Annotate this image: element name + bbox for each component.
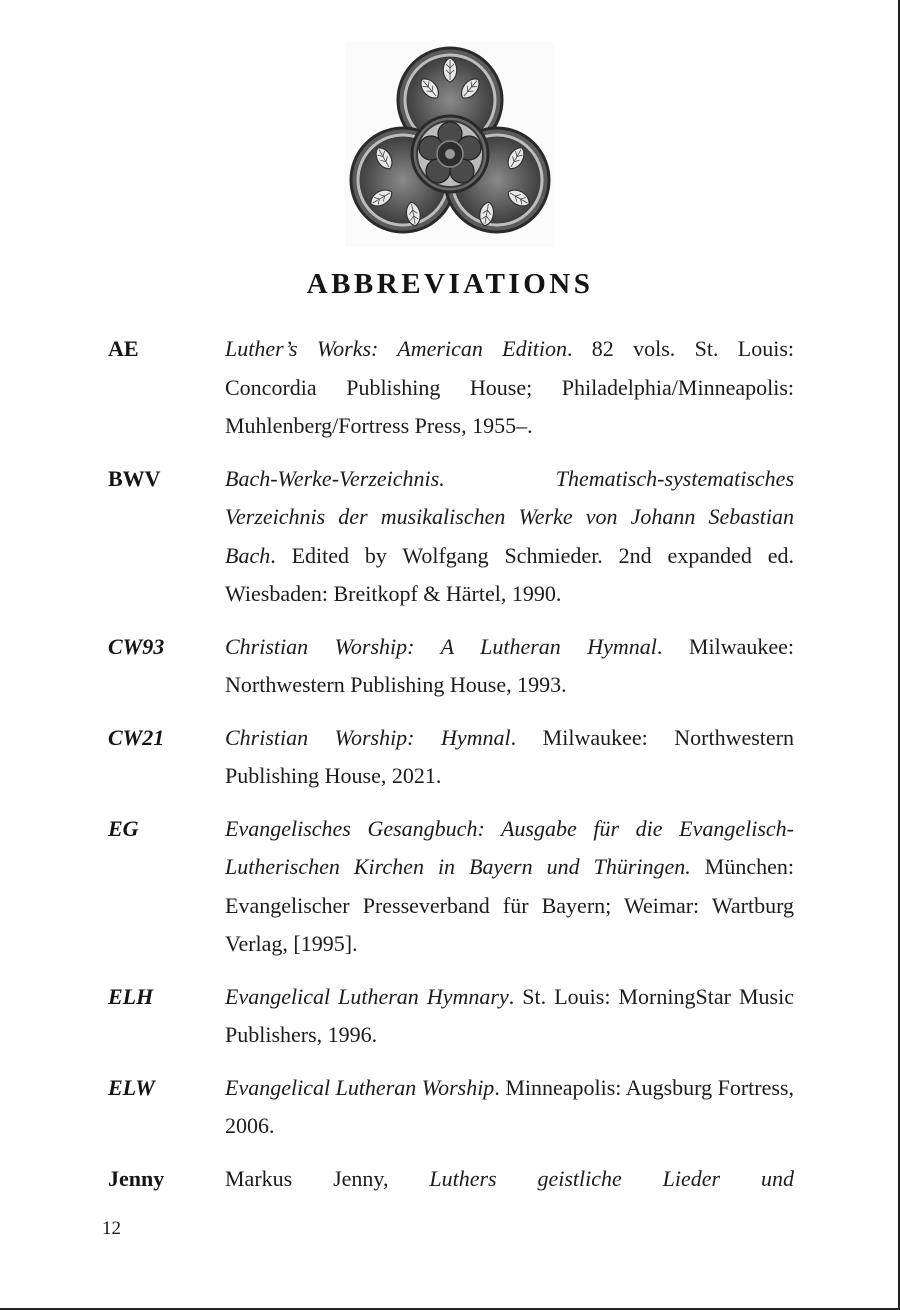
publication-details: . St. Louis: MorningStar Music Publishers, 1996. [225,983,794,1047]
abbreviation-term: BWV [108,465,161,491]
abbreviation-term: CW21 [108,724,165,750]
abbreviation-definition [225,330,794,446]
trefoil-rose-emblem-icon [345,42,555,247]
abbreviation-definition [225,719,794,796]
abbreviation-entry [108,810,794,964]
abbreviation-definition [225,1069,794,1146]
abbreviation-term: Jenny [108,1165,165,1191]
page-title: ABBREVIATIONS [306,268,594,300]
abbreviation-entry [108,978,794,1055]
abbreviation-term: ELH [108,983,154,1009]
abbreviation-term: CW93 [108,633,165,659]
abbreviation-definition [225,1160,794,1199]
publication-details: . Edited by Wolfgang Schmieder. 2nd expanded ed. Wiesbaden: Breitkopf & Härtel, 1990. [225,542,794,606]
abbreviation-entry [108,460,794,614]
publication-details: . Milwaukee: Northwestern Publishing House, 2021. [225,724,795,788]
central-rose [412,116,488,192]
work-title: Luthers geistliche Lieder und [429,1165,794,1191]
work-title: Luther’s Works: American Edition [225,336,567,361]
abbreviation-definition [225,628,794,705]
work-title: Evangelical Lutheran Hymnary [225,983,509,1009]
page-number: 12 [102,1218,121,1239]
abbreviation-definition [225,978,794,1055]
publication-details: München: Evangelischer Presseverband für Bayern; Weimar: Wartburg Verlag, [1995]. [225,854,794,956]
abbreviation-entry [108,1069,794,1146]
publication-details: . Milwaukee: Northwestern Publishing House, 1993. [225,633,794,697]
abbreviation-entry [108,330,794,446]
work-title: Bach-Werke-Verzeichnis. Thematisch-systematisches Verzeichnis der musikalischen Werke von Johann Sebastian Bach [225,465,794,568]
publication-details: . Minneapolis: Augsburg Fortress, 2006. [225,1074,794,1138]
work-title: Evangelisches Gesangbuch: Ausgabe für die Evangelisch-Lutherischen Kirchen in Bayern und Thüringen. [225,815,794,879]
abbreviation-list [108,330,794,1212]
abbreviation-definition [225,460,794,614]
publication-details: . 82 vols. St. Louis: Concordia Publishing House; Philadelphia/Minneapolis: Muhlenberg/Fortress Press, 1955–. [225,336,794,438]
work-title: Christian Worship: A Lutheran Hymnal [225,633,657,659]
abbreviation-definition [225,810,794,964]
author-name: Markus Jenny, [225,1165,430,1191]
abbreviation-term: EG [108,815,139,841]
work-title: Christian Worship: Hymnal [225,724,511,750]
abbreviation-term: ELW [108,1074,155,1100]
abbreviation-entry [108,1160,794,1199]
abbreviation-term: AE [108,336,139,361]
abbreviation-entry [108,628,794,705]
work-title: Evangelical Lutheran Worship [225,1074,495,1100]
abbreviation-entry [108,719,794,796]
